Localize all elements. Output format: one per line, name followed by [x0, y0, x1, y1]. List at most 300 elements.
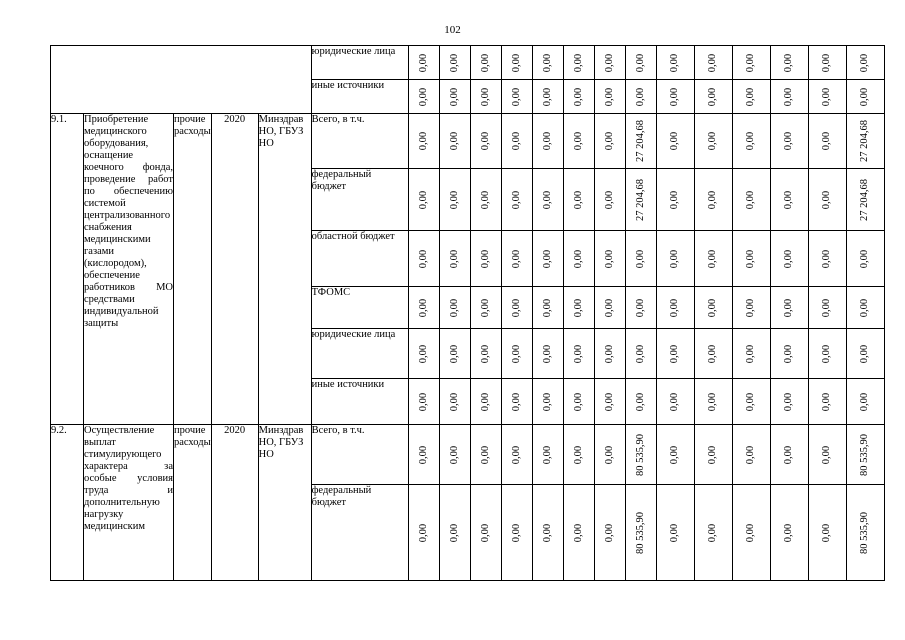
- value-text: 0,00: [479, 298, 491, 317]
- value-text: 0,00: [783, 298, 795, 317]
- value-text: 0,00: [479, 131, 491, 151]
- value-cell: [770, 485, 808, 581]
- value-text: 0,00: [479, 190, 491, 209]
- value-cell: [501, 329, 532, 379]
- value-cell: [694, 114, 732, 169]
- value-cell: [808, 80, 846, 114]
- value-cell: [694, 425, 732, 485]
- value-cell: [501, 169, 532, 231]
- funding-source-label: иные источники: [311, 80, 385, 91]
- value-text: 0,00: [707, 344, 719, 363]
- value-cell: [846, 114, 884, 169]
- value-text: 0,00: [510, 523, 522, 542]
- value-cell: [846, 46, 884, 80]
- value-text: 0,00: [448, 53, 460, 72]
- value-text: 0,00: [745, 523, 757, 542]
- funding-source-label: федеральный бюджет: [311, 485, 372, 508]
- value-cell: [594, 114, 625, 169]
- value-text: 0,00: [821, 344, 833, 363]
- value-cell: [439, 114, 470, 169]
- value-text: 0,00: [783, 392, 795, 411]
- value-text: 0,00: [479, 445, 491, 464]
- item-name: [84, 114, 174, 425]
- value-text: 0,00: [821, 53, 833, 72]
- expense-type: [174, 425, 212, 581]
- value-cell: [501, 287, 532, 329]
- value-cell: [625, 329, 656, 379]
- value-cell: [563, 329, 594, 379]
- value-cell: [808, 379, 846, 425]
- value-text: 0,00: [541, 523, 553, 542]
- value-text: 0,00: [669, 344, 681, 363]
- value-text: 0,00: [572, 87, 584, 106]
- value-cell: [625, 379, 656, 425]
- value-cell: [846, 425, 884, 485]
- value-text: 0,00: [745, 131, 757, 151]
- value-text: 0,00: [479, 87, 491, 106]
- expense-type-text: прочие расходы: [174, 425, 211, 448]
- funding-source-label: Всего, в т.ч.: [311, 114, 365, 125]
- value-cell: [532, 80, 563, 114]
- item-name-text: Осуществление выплат стимулирующего характера за особые условия труда и дополнительную нагрузку медицинским: [84, 425, 173, 532]
- value-cell: [563, 425, 594, 485]
- value-cell: [563, 80, 594, 114]
- value-text: 0,00: [448, 445, 460, 464]
- value-cell: [408, 379, 439, 425]
- table-row: [51, 114, 885, 169]
- value-cell: [532, 231, 563, 287]
- value-cell: [532, 379, 563, 425]
- value-cell: [408, 46, 439, 80]
- value-text: 0,00: [417, 249, 429, 268]
- value-text: 0,00: [479, 53, 491, 72]
- value-text: 0,00: [510, 190, 522, 209]
- value-text: 0,00: [603, 344, 615, 363]
- value-text: 0,00: [821, 523, 833, 542]
- value-text: 0,00: [669, 298, 681, 317]
- page-number: 102: [444, 24, 461, 36]
- value-cell: [470, 425, 501, 485]
- value-text: 0,00: [859, 53, 871, 72]
- value-cell: [656, 379, 694, 425]
- value-text: 27 204,68: [859, 178, 871, 221]
- value-cell: [732, 329, 770, 379]
- value-cell: [501, 46, 532, 80]
- value-cell: [470, 169, 501, 231]
- value-text: 0,00: [821, 298, 833, 317]
- value-cell: [470, 114, 501, 169]
- value-cell: [563, 169, 594, 231]
- value-cell: [532, 46, 563, 80]
- value-text: 0,00: [821, 445, 833, 464]
- value-cell: [470, 80, 501, 114]
- value-cell: [408, 425, 439, 485]
- value-text: 0,00: [572, 131, 584, 151]
- value-text: 0,00: [572, 249, 584, 268]
- value-text: 0,00: [669, 53, 681, 72]
- value-text: 80 535,90: [634, 433, 646, 476]
- value-cell: [408, 231, 439, 287]
- value-cell: [625, 485, 656, 581]
- value-text: 0,00: [510, 53, 522, 72]
- value-cell: [770, 379, 808, 425]
- value-cell: [625, 169, 656, 231]
- funding-source: [311, 425, 408, 485]
- value-cell: [694, 287, 732, 329]
- value-text: 0,00: [707, 249, 719, 268]
- value-text: 0,00: [634, 344, 646, 363]
- value-cell: [625, 425, 656, 485]
- value-text: 0,00: [541, 131, 553, 151]
- value-text: 0,00: [510, 392, 522, 411]
- value-cell: [625, 46, 656, 80]
- value-text: 0,00: [783, 87, 795, 106]
- value-cell: [532, 114, 563, 169]
- budget-table: [50, 45, 885, 581]
- value-text: 27 204,68: [634, 178, 646, 221]
- value-text: 0,00: [448, 298, 460, 317]
- value-cell: [656, 485, 694, 581]
- value-text: 0,00: [859, 392, 871, 411]
- value-text: 0,00: [541, 190, 553, 209]
- funding-source: [311, 379, 408, 425]
- value-cell: [470, 485, 501, 581]
- value-text: 0,00: [783, 523, 795, 542]
- value-cell: [439, 169, 470, 231]
- value-cell: [594, 169, 625, 231]
- value-text: 0,00: [669, 190, 681, 209]
- value-cell: [439, 379, 470, 425]
- value-cell: [439, 80, 470, 114]
- item-executor-text: Минздрав НО, ГБУЗ НО: [258, 425, 304, 460]
- value-cell: [770, 287, 808, 329]
- value-cell: [770, 329, 808, 379]
- funding-source: [311, 80, 408, 114]
- value-cell: [439, 485, 470, 581]
- value-cell: [770, 231, 808, 287]
- value-text: 0,00: [783, 445, 795, 464]
- item-name-text: Приобретение медицинского оборудования, оснащение коечного фонда, проведение работ по обеспечению системой централизованного снабжения медицинскими газами (кислородом), обеспечение работников МО средствами индивидуальной защиты: [84, 114, 173, 329]
- value-text: 0,00: [783, 344, 795, 363]
- value-cell: [594, 379, 625, 425]
- item-executor-text: Минздрав НО, ГБУЗ НО: [258, 114, 304, 149]
- value-text: 0,00: [745, 53, 757, 72]
- item-year-text: 2020: [224, 114, 246, 125]
- value-cell: [470, 231, 501, 287]
- value-cell: [846, 485, 884, 581]
- value-text: 0,00: [541, 445, 553, 464]
- value-text: 0,00: [745, 87, 757, 106]
- value-cell: [563, 114, 594, 169]
- value-text: 0,00: [417, 445, 429, 464]
- value-cell: [770, 169, 808, 231]
- value-cell: [808, 287, 846, 329]
- value-text: 0,00: [417, 87, 429, 106]
- item-year-text: 2020: [224, 425, 246, 436]
- value-cell: [656, 329, 694, 379]
- value-text: 0,00: [510, 131, 522, 151]
- item-year: [211, 114, 258, 425]
- item-code: [51, 425, 84, 581]
- value-cell: [439, 329, 470, 379]
- value-cell: [532, 169, 563, 231]
- value-text: 0,00: [745, 249, 757, 268]
- value-text: 0,00: [541, 344, 553, 363]
- value-text: 0,00: [572, 190, 584, 209]
- value-text: 0,00: [821, 131, 833, 151]
- value-cell: [732, 379, 770, 425]
- value-cell: [532, 425, 563, 485]
- value-text: 0,00: [745, 190, 757, 209]
- funding-source-label: ТФОМС: [311, 287, 351, 298]
- value-text: 0,00: [603, 87, 615, 106]
- value-text: 0,00: [669, 392, 681, 411]
- value-text: 0,00: [541, 53, 553, 72]
- value-cell: [470, 287, 501, 329]
- value-cell: [808, 231, 846, 287]
- value-text: 0,00: [448, 190, 460, 209]
- funding-source: [311, 329, 408, 379]
- value-cell: [501, 231, 532, 287]
- value-cell: [594, 329, 625, 379]
- value-cell: [532, 287, 563, 329]
- value-cell: [439, 231, 470, 287]
- value-cell: [694, 169, 732, 231]
- value-cell: [563, 379, 594, 425]
- value-cell: [656, 231, 694, 287]
- value-text: 0,00: [603, 523, 615, 542]
- value-text: 0,00: [479, 249, 491, 268]
- value-text: 0,00: [745, 445, 757, 464]
- value-text: 0,00: [669, 523, 681, 542]
- value-cell: [470, 46, 501, 80]
- expense-type: [174, 114, 212, 425]
- value-text: 0,00: [634, 53, 646, 72]
- value-cell: [563, 231, 594, 287]
- value-cell: [846, 287, 884, 329]
- value-text: 0,00: [603, 298, 615, 317]
- value-cell: [732, 485, 770, 581]
- value-text: 0,00: [707, 53, 719, 72]
- value-cell: [408, 329, 439, 379]
- value-cell: [694, 80, 732, 114]
- funding-source: [311, 287, 408, 329]
- value-cell: [470, 379, 501, 425]
- value-text: 0,00: [783, 249, 795, 268]
- value-text: 0,00: [541, 392, 553, 411]
- value-cell: [408, 80, 439, 114]
- value-cell: [694, 329, 732, 379]
- value-cell: [625, 80, 656, 114]
- value-cell: [808, 169, 846, 231]
- value-text: 0,00: [417, 190, 429, 209]
- item-code-text: 9.1.: [51, 114, 67, 125]
- funding-source: [311, 231, 408, 287]
- value-text: 0,00: [603, 249, 615, 268]
- value-cell: [732, 169, 770, 231]
- value-text: 0,00: [417, 298, 429, 317]
- value-text: 0,00: [707, 131, 719, 151]
- value-cell: [408, 169, 439, 231]
- value-text: 0,00: [448, 249, 460, 268]
- value-text: 0,00: [541, 249, 553, 268]
- value-text: 80 535,90: [634, 511, 646, 554]
- value-cell: [594, 80, 625, 114]
- value-text: 0,00: [479, 523, 491, 542]
- value-cell: [625, 114, 656, 169]
- value-cell: [732, 46, 770, 80]
- value-text: 0,00: [745, 344, 757, 363]
- value-cell: [501, 80, 532, 114]
- value-cell: [501, 379, 532, 425]
- item-executor: [258, 114, 311, 425]
- value-text: 0,00: [603, 131, 615, 151]
- value-text: 0,00: [707, 87, 719, 106]
- value-text: 0,00: [603, 392, 615, 411]
- value-text: 0,00: [603, 53, 615, 72]
- value-text: 0,00: [634, 249, 646, 268]
- value-cell: [470, 329, 501, 379]
- value-text: 0,00: [707, 445, 719, 464]
- value-text: 0,00: [572, 298, 584, 317]
- value-cell: [408, 114, 439, 169]
- value-text: 0,00: [541, 87, 553, 106]
- table-row: [51, 425, 885, 485]
- value-text: 0,00: [634, 392, 646, 411]
- value-text: 0,00: [634, 87, 646, 106]
- value-text: 0,00: [572, 344, 584, 363]
- value-text: 0,00: [417, 131, 429, 151]
- value-text: 0,00: [745, 298, 757, 317]
- value-cell: [656, 425, 694, 485]
- value-text: 0,00: [821, 87, 833, 106]
- funding-source-label: иные источники: [311, 379, 385, 390]
- funding-source: [311, 169, 408, 231]
- value-text: 0,00: [707, 190, 719, 209]
- value-cell: [846, 169, 884, 231]
- value-text: 0,00: [603, 190, 615, 209]
- value-text: 0,00: [821, 190, 833, 209]
- value-text: 0,00: [572, 392, 584, 411]
- value-text: 0,00: [669, 87, 681, 106]
- value-text: 0,00: [448, 392, 460, 411]
- value-cell: [770, 80, 808, 114]
- value-cell: [846, 329, 884, 379]
- value-cell: [408, 485, 439, 581]
- value-text: 80 535,90: [859, 433, 871, 476]
- value-text: 0,00: [448, 87, 460, 106]
- value-text: 0,00: [707, 523, 719, 542]
- value-text: 0,00: [745, 392, 757, 411]
- value-text: 0,00: [417, 392, 429, 411]
- value-cell: [846, 379, 884, 425]
- value-cell: [594, 46, 625, 80]
- value-text: 0,00: [479, 392, 491, 411]
- value-cell: [594, 425, 625, 485]
- value-text: 0,00: [572, 445, 584, 464]
- value-text: 0,00: [634, 298, 646, 317]
- value-text: 27 204,68: [634, 120, 646, 162]
- value-text: 0,00: [417, 344, 429, 363]
- value-text: 80 535,90: [859, 511, 871, 554]
- value-cell: [594, 231, 625, 287]
- value-cell: [770, 46, 808, 80]
- value-cell: [656, 169, 694, 231]
- value-text: 0,00: [479, 344, 491, 363]
- value-cell: [694, 231, 732, 287]
- funding-source-label: юридические лица: [311, 46, 396, 57]
- value-text: 0,00: [821, 249, 833, 268]
- item-executor: [258, 425, 311, 581]
- value-text: 0,00: [859, 87, 871, 106]
- value-text: 0,00: [783, 190, 795, 209]
- value-cell: [846, 80, 884, 114]
- funding-source-label: юридические лица: [311, 329, 396, 340]
- value-cell: [694, 46, 732, 80]
- value-cell: [532, 485, 563, 581]
- value-cell: [563, 46, 594, 80]
- value-cell: [808, 425, 846, 485]
- value-text: 0,00: [572, 523, 584, 542]
- value-text: 0,00: [821, 392, 833, 411]
- item-name: [84, 425, 174, 581]
- value-text: 0,00: [417, 53, 429, 72]
- value-cell: [732, 287, 770, 329]
- funding-source: [311, 46, 408, 80]
- value-text: 0,00: [859, 344, 871, 363]
- value-text: 0,00: [417, 523, 429, 542]
- value-cell: [770, 114, 808, 169]
- value-cell: [656, 287, 694, 329]
- table-row: [51, 46, 885, 80]
- item-code: [51, 114, 84, 425]
- value-text: 0,00: [510, 87, 522, 106]
- expense-type-text: прочие расходы: [174, 114, 211, 137]
- value-text: 0,00: [783, 131, 795, 151]
- value-cell: [439, 287, 470, 329]
- item-code-text: 9.2.: [51, 425, 67, 436]
- value-cell: [594, 485, 625, 581]
- value-text: 0,00: [572, 53, 584, 72]
- value-cell: [439, 46, 470, 80]
- value-text: 0,00: [510, 249, 522, 268]
- value-cell: [694, 485, 732, 581]
- value-cell: [656, 46, 694, 80]
- blank-merged-cell: [51, 46, 312, 114]
- value-text: 0,00: [707, 298, 719, 317]
- value-text: 0,00: [448, 131, 460, 151]
- value-cell: [439, 425, 470, 485]
- funding-source: [311, 485, 408, 581]
- value-cell: [532, 329, 563, 379]
- value-cell: [732, 114, 770, 169]
- value-text: 0,00: [510, 445, 522, 464]
- value-text: 27 204,68: [859, 120, 871, 162]
- value-text: 0,00: [669, 131, 681, 151]
- value-cell: [846, 231, 884, 287]
- value-cell: [732, 231, 770, 287]
- value-cell: [501, 425, 532, 485]
- funding-source-label: областной бюджет: [311, 231, 395, 242]
- value-text: 0,00: [859, 249, 871, 268]
- value-text: 0,00: [510, 344, 522, 363]
- value-text: 0,00: [783, 53, 795, 72]
- value-cell: [732, 80, 770, 114]
- value-text: 0,00: [541, 298, 553, 317]
- funding-source: [311, 114, 408, 169]
- value-cell: [808, 329, 846, 379]
- value-cell: [656, 114, 694, 169]
